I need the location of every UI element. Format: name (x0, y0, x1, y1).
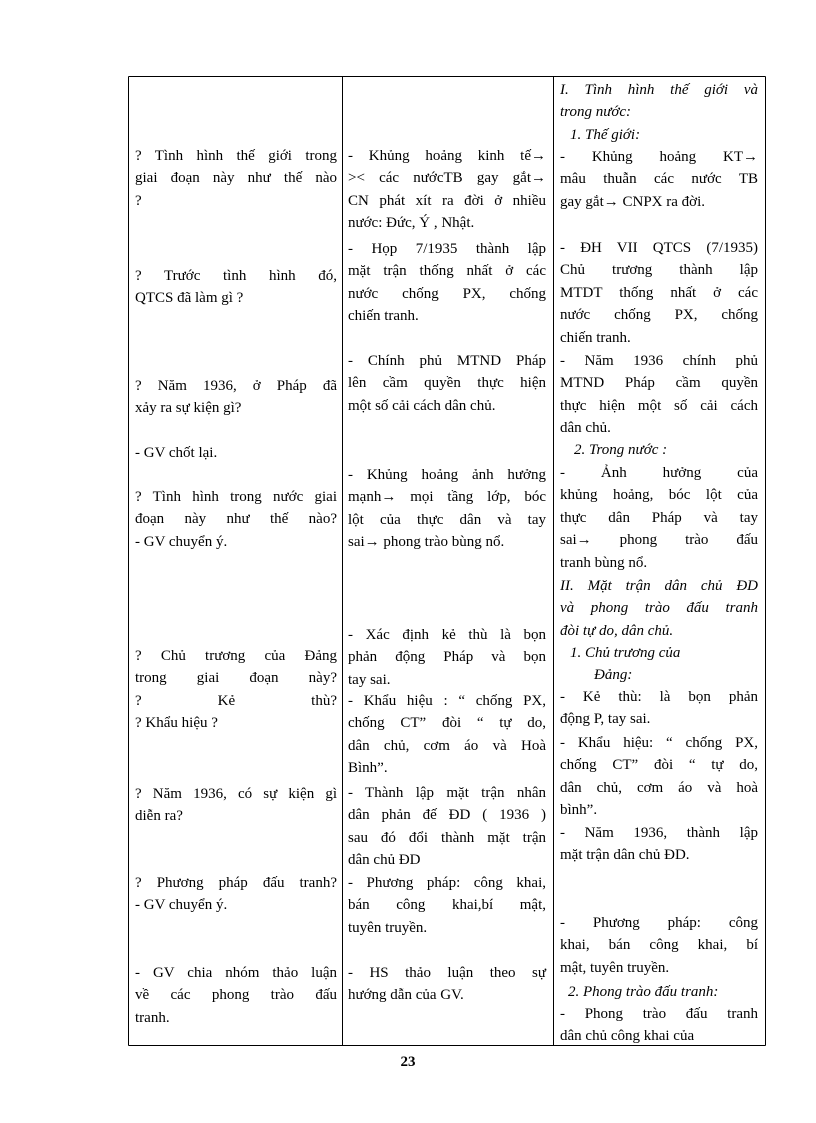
text-line: 2. Phong trào đấu tranh: (568, 984, 719, 1000)
text-line: - Xác định kẻ thù là bọn (348, 627, 546, 643)
col2-block (348, 690, 546, 780)
text-line: ? Tình hình thế giới trong (135, 148, 337, 164)
text-line: - Năm 1936 chính phủ (560, 353, 758, 369)
col3-block (560, 575, 758, 642)
text-line: - Khẩu hiệu : “ chống PX, (348, 693, 546, 709)
text-line: hướng dẫn của GV. (348, 987, 464, 1004)
text-line: động P, tay sai. (560, 711, 651, 728)
text-line: dân chủ. (560, 420, 611, 437)
text-line: - Khủng hoảng kinh tế→ (348, 148, 546, 164)
text-line: khủng hoảng, bóc lột của (560, 487, 758, 504)
text-line: bình”. (560, 802, 598, 819)
text-line: chiến tranh. (348, 308, 419, 325)
text-line: nước: Đức, Ý , Nhật. (348, 215, 475, 232)
col3-block (560, 822, 758, 867)
text-line: xảy ra sự kiện gì? (135, 400, 242, 417)
text-line: - Thành lập mặt trận nhân (348, 785, 546, 801)
text-line: tuyên truyền. (348, 919, 428, 936)
text-line: ? Khẩu hiệu ? (135, 715, 218, 732)
text-line: đoạn này như thế nào? (135, 511, 337, 528)
text-line: ? Năm 1936, có sự kiện gì (135, 786, 337, 802)
text-line: - GV chia nhóm thảo luận (135, 965, 337, 981)
text-line: dân chủ, cơm áo và hoà (560, 779, 758, 796)
col3-block (560, 1003, 758, 1048)
text-line: thực hiện một số cải cách (560, 397, 758, 414)
text-line: tay sai. (348, 671, 391, 688)
text-line: - GV chuyển ý. (135, 533, 228, 550)
text-line: I. Tình hình thế giới và (560, 82, 758, 98)
col3-block (560, 981, 766, 1003)
text-line: chống CT” đòi “ tự do, (560, 757, 758, 774)
text-line: đòi tự do, dân chủ. (560, 622, 674, 639)
col2-block (348, 624, 546, 691)
text-line: - Chính phủ MTND Pháp (348, 353, 546, 369)
text-line: diễn ra? (135, 808, 183, 825)
col1-block (135, 872, 337, 917)
text-line: phản động Pháp và bọn (348, 649, 546, 666)
text-line: 1. Thế giới: (570, 127, 641, 143)
text-line: dân chủ, cơm áo và Hoà (348, 737, 546, 754)
text-line: - Họp 7/1935 thành lập (348, 241, 546, 257)
text-line: - Năm 1936, thành lập (560, 825, 758, 841)
col3-block (560, 686, 758, 731)
col3-block (560, 237, 758, 349)
text-line: MTND Pháp cầm quyền (560, 375, 758, 392)
text-line: sai→ phong trào bùng nổ. (348, 534, 505, 551)
text-line: giai đoạn này như thế nào (135, 170, 337, 187)
text-line: nước chống PX, chống (560, 307, 758, 324)
text-line: - Khủng hoảng KT→ (560, 149, 758, 165)
text-line: - ĐH VII QTCS (7/1935) (560, 240, 758, 256)
text-line: mặt trận dân chủ ĐD. (560, 847, 690, 864)
text-line: ? Năm 1936, ở Pháp đã (135, 378, 337, 394)
text-line: - Kẻ thù: là bọn phản (560, 689, 758, 705)
col2-block (348, 350, 546, 417)
text-line: - GV chuyển ý. (135, 897, 228, 914)
text-line: khai, bán công khai, bí (560, 937, 758, 954)
text-line: Đảng: (594, 667, 633, 683)
text-line: lột của thực dân và tay (348, 511, 546, 528)
text-line: dân chủ công khai của (560, 1028, 695, 1045)
text-line: mâu thuẫn các nước TB (560, 171, 758, 188)
text-line: bán công khai,bí mật, (348, 897, 546, 914)
col1-block (135, 962, 337, 1029)
text-line: mạnh→ mọi tầng lớp, bóc (348, 489, 546, 506)
text-line: MTDT thống nhất ở các (560, 284, 758, 301)
text-line: CN phát xít ra đời ở nhiều (348, 192, 546, 209)
text-line: II. Mặt trận dân chủ ĐD (560, 578, 758, 594)
col1-block (135, 486, 337, 553)
text-line: 2. Trong nước : (574, 442, 668, 458)
text-line: một số cải cách dân chủ. (348, 397, 496, 414)
text-line: - GV chốt lại. (135, 445, 218, 461)
text-line: dân chủ ĐD (348, 852, 421, 869)
text-line: mặt trận thống nhất ở các (348, 263, 546, 280)
text-line: chiến tranh. (560, 329, 631, 346)
text-line: trong nước: (560, 104, 632, 121)
text-line: gay gắt→ CNPX ra đời. (560, 193, 705, 210)
text-line: thực dân Pháp và tay (560, 509, 758, 526)
col3-block (560, 350, 758, 440)
col1-block (135, 375, 337, 420)
text-line: nước chống PX, chống (348, 285, 546, 302)
text-line: QTCS đã làm gì ? (135, 290, 244, 307)
col3-block (560, 146, 758, 213)
text-line: tranh bùng nổ. (560, 554, 648, 571)
text-line: mật, tuyên truyền. (560, 959, 670, 976)
text-line: chống CT” đòi “ tự do, (348, 715, 546, 732)
text-line: - Khẩu hiệu: “ chống PX, (560, 735, 758, 751)
col1-block (135, 265, 337, 310)
col1-block (135, 645, 337, 735)
text-line: >< các nướcTB gay gắt→ (348, 170, 546, 187)
col2-block (348, 145, 546, 235)
col3-block (560, 124, 768, 146)
text-line: ? Tình hình trong nước giai (135, 489, 337, 505)
text-line: ? Phương pháp đấu tranh? (135, 875, 337, 891)
text-line: ? Kẻ thù? (135, 692, 337, 709)
col2-block (348, 962, 546, 1007)
text-line: và phong trào đấu tranh (560, 600, 758, 617)
text-line: sau đó đổi thành mặt trận (348, 829, 546, 846)
text-line: sai→ phong trào đấu (560, 532, 758, 549)
col3-block (560, 664, 792, 686)
text-line: về các phong trào đấu (135, 987, 337, 1004)
text-line: Chủ trương thành lập (560, 262, 758, 279)
text-line: trong giai đoạn này? (135, 670, 337, 687)
col3-block (560, 912, 758, 979)
text-line: - Phong trào đấu tranh (560, 1006, 758, 1022)
text-line: - Phương pháp: công (560, 915, 758, 931)
text-line: ? Chủ trương của Đảng (135, 648, 337, 664)
col2-block (348, 238, 546, 328)
col2-block (348, 464, 546, 554)
text-line: - HS thảo luận theo sự (348, 965, 546, 981)
col3-block (560, 642, 768, 664)
col2-block (348, 872, 546, 939)
col1-block (135, 145, 337, 212)
text-line: tranh. (135, 1009, 170, 1026)
text-line: ? Trước tình hình đó, (135, 268, 337, 284)
text-line: - Ảnh hưởng của (560, 465, 758, 481)
text-line: - Khủng hoảng ảnh hưởng (348, 467, 546, 483)
col3-block (560, 439, 772, 461)
text-line: lên cầm quyền thực hiện (348, 375, 546, 392)
col1-block (135, 783, 337, 828)
col2-block (348, 782, 546, 872)
col3-block (560, 79, 758, 124)
col3-block (560, 462, 758, 574)
col1-block (135, 442, 337, 464)
text-line: dân phản đế ĐD ( 1936 ) (348, 807, 546, 824)
page-number: 23 (400, 1054, 416, 1070)
text-line: 1. Chủ trương của (570, 645, 681, 661)
col3-block (560, 732, 758, 822)
text-line: Bình”. (348, 760, 388, 777)
text-line: ? (135, 192, 142, 209)
text-line: - Phương pháp: công khai, (348, 875, 546, 891)
